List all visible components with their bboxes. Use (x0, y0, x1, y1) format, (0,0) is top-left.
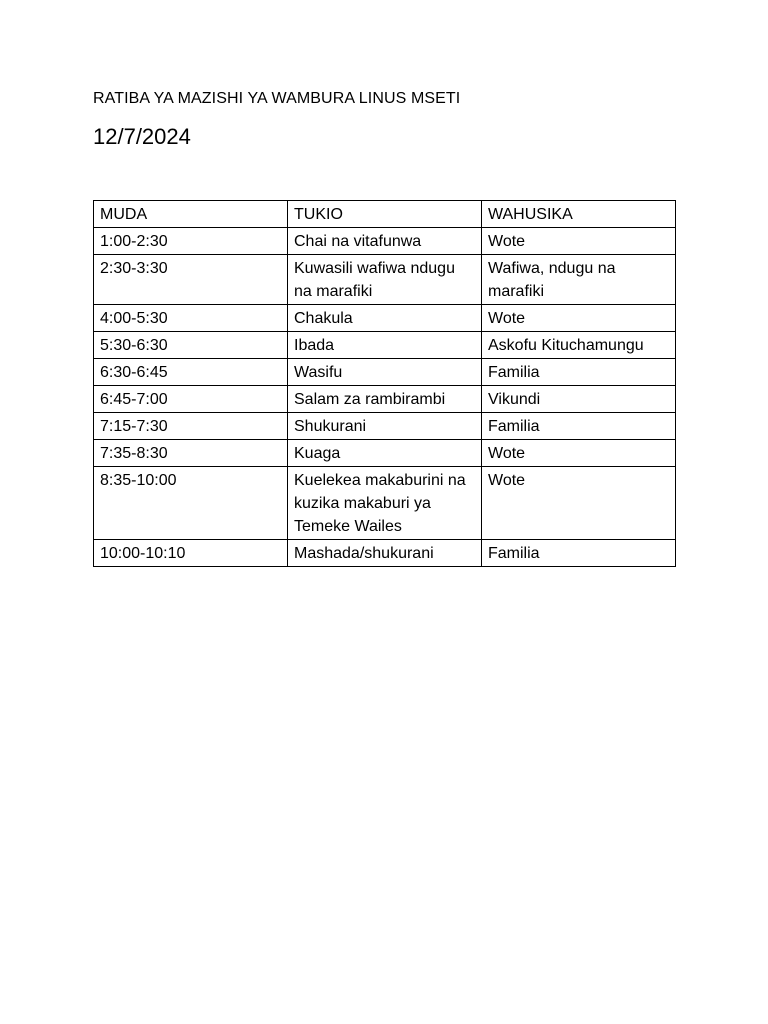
time-cell: 6:45-7:00 (94, 386, 288, 413)
event-cell: Ibada (288, 332, 482, 359)
time-cell: 8:35-10:00 (94, 467, 288, 540)
time-cell: 4:00-5:30 (94, 305, 288, 332)
event-cell: Chai na vitafunwa (288, 228, 482, 255)
table-row (94, 228, 676, 255)
column-header-muda: MUDA (94, 201, 288, 228)
schedule-table (93, 200, 676, 567)
table-row (94, 305, 676, 332)
table-row (94, 467, 676, 540)
time-cell: 10:00-10:10 (94, 540, 288, 567)
participants-cell: Wote (482, 440, 676, 467)
event-cell: Mashada/shukurani (288, 540, 482, 567)
table-row (94, 440, 676, 467)
event-cell: Kuelekea makaburini na kuzika makaburi ya Temeke Wailes (288, 467, 482, 540)
participants-cell: Askofu Kituchamungu (482, 332, 676, 359)
table-row (94, 386, 676, 413)
time-cell: 2:30-3:30 (94, 255, 288, 305)
participants-cell: Familia (482, 359, 676, 386)
event-cell: Chakula (288, 305, 482, 332)
time-cell: 6:30-6:45 (94, 359, 288, 386)
participants-cell: Vikundi (482, 386, 676, 413)
table-row (94, 332, 676, 359)
column-header-tukio: TUKIO (288, 201, 482, 228)
event-cell: Kuwasili wafiwa ndugu na marafiki (288, 255, 482, 305)
table-header-row (94, 201, 676, 228)
participants-cell: Familia (482, 540, 676, 567)
table-row (94, 359, 676, 386)
event-cell: Wasifu (288, 359, 482, 386)
table-row (94, 540, 676, 567)
time-cell: 7:35-8:30 (94, 440, 288, 467)
participants-cell: Wafiwa, ndugu na marafiki (482, 255, 676, 305)
participants-cell: Wote (482, 305, 676, 332)
table-row (94, 255, 676, 305)
event-cell: Salam za rambirambi (288, 386, 482, 413)
table-row (94, 413, 676, 440)
document-title: RATIBA YA MAZISHI YA WAMBURA LINUS MSETI (93, 90, 461, 107)
event-cell: Shukurani (288, 413, 482, 440)
document-date: 12/7/2024 (93, 124, 191, 149)
participants-cell: Wote (482, 228, 676, 255)
time-cell: 7:15-7:30 (94, 413, 288, 440)
column-header-wahusika: WAHUSIKA (482, 201, 676, 228)
time-cell: 1:00-2:30 (94, 228, 288, 255)
time-cell: 5:30-6:30 (94, 332, 288, 359)
participants-cell: Wote (482, 467, 676, 540)
participants-cell: Familia (482, 413, 676, 440)
event-cell: Kuaga (288, 440, 482, 467)
